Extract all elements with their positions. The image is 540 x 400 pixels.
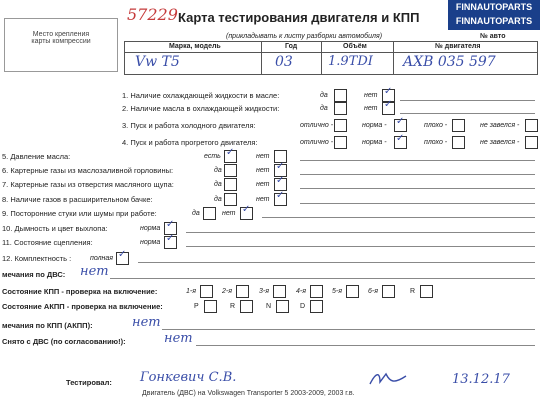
check-3-box4[interactable]: [525, 119, 538, 132]
check-2-opt1: да: [320, 105, 328, 112]
check-1-opt1: да: [320, 92, 328, 99]
item-6-mark: ✓: [276, 161, 285, 172]
check-4-opt2: норма -: [362, 139, 387, 146]
check-4-opt4: не завелся -: [480, 139, 520, 146]
item-10-opt1: норма: [140, 225, 161, 232]
item-9-opt2: нет: [222, 210, 236, 217]
gear-4-label: 4-я: [296, 288, 306, 295]
gear-3-box[interactable]: [273, 285, 286, 298]
check-1-label: 1. Наличие охлаждающей жидкости в масле:: [122, 91, 280, 100]
gear-1-box[interactable]: [200, 285, 213, 298]
gear-r-label: R: [410, 288, 416, 295]
mode-n-box[interactable]: [276, 300, 289, 313]
item-9-opt1: да: [192, 210, 200, 217]
watermark-stamp: [448, 0, 540, 30]
kpp-label: Состояние КПП - проверка на включение:: [2, 287, 158, 296]
check-3-box3[interactable]: [452, 119, 465, 132]
tester-name: Гонкевич С.В.: [140, 370, 237, 385]
item-10-mark: ✓: [166, 219, 175, 230]
mode-d-label: D: [300, 303, 306, 310]
dvs-remarks-label: мечания по ДВС:: [2, 270, 66, 279]
check-2-opt2: нет: [364, 105, 378, 112]
check-4-label: 4. Пуск и работа прогретого двигателя:: [122, 138, 258, 147]
stamp-line-2: FINNAUTOPARTS: [455, 16, 533, 26]
volume-value: 1.9TDI: [328, 54, 373, 69]
item-7-label: 7. Картерные газы из отверстия масляного щупа:: [2, 180, 174, 189]
check-2-label: 2. Наличие масла в охлаждающей жидкости:: [122, 104, 280, 113]
mode-n-label: N: [266, 303, 272, 310]
engine-value: AXB 035 597: [403, 54, 496, 70]
vehicle-table: [124, 41, 538, 75]
check-3-opt3: плохо -: [424, 122, 448, 129]
item-12-mark: ✓: [118, 249, 127, 260]
check-1-mark: ✓: [384, 86, 393, 97]
item-11-label: 11. Состояние сцепления:: [2, 238, 93, 247]
model-value: Vw T5: [135, 54, 180, 70]
akpp-label: Состояние АКПП - проверка на включение:: [2, 302, 163, 311]
check-4-opt1: отлично -: [300, 139, 334, 146]
item-5-mark: ✓: [226, 147, 235, 158]
item-6-box1[interactable]: [224, 164, 237, 177]
gear-4-box[interactable]: [310, 285, 323, 298]
item-6-opt2: нет: [256, 167, 270, 174]
item-7-opt2: нет: [256, 181, 270, 188]
col-volume-header: Объём: [343, 43, 367, 50]
gear-6-box[interactable]: [382, 285, 395, 298]
gear-5-box[interactable]: [346, 285, 359, 298]
removed-value: нет: [164, 331, 193, 346]
check-3-opt1: отлично -: [300, 122, 334, 129]
check-4-box1[interactable]: [334, 136, 347, 149]
item-9-mark: ✓: [242, 204, 251, 215]
item-12-label: 12. Комплектность :: [2, 254, 72, 263]
gear-5-label: 5-я: [332, 288, 342, 295]
gear-2-label: 2-я: [222, 288, 232, 295]
col-engine-header: № двигателя: [435, 43, 481, 50]
item-11-opt1: норма: [140, 239, 161, 246]
item-9-label: 9. Посторонние стуки или шумы при работе:: [2, 209, 157, 218]
tester-date: 13.12.17: [452, 372, 510, 387]
dvs-remarks-value: нет: [80, 264, 109, 279]
item-8-opt1: да: [214, 196, 222, 203]
photo-caption: Двигатель (ДВС) на Volkswagen Transporter 5 2003-2009, 2003 г.в.: [142, 390, 355, 397]
check-4-box3[interactable]: [452, 136, 465, 149]
year-value: 03: [275, 54, 293, 70]
check-2-mark: ✓: [384, 99, 393, 110]
tester-label: Тестировал:: [66, 378, 112, 387]
check-3-opt2: норма -: [362, 122, 387, 129]
check-3-box1[interactable]: [334, 119, 347, 132]
item-5-label: 5. Давление масла:: [2, 152, 71, 161]
check-4-box4[interactable]: [525, 136, 538, 149]
check-4-mark: ✓: [396, 133, 405, 144]
kpp-remarks-label: мечания по КПП (АКПП):: [2, 321, 93, 330]
item-9-box1[interactable]: [203, 207, 216, 220]
mode-r-label: R: [230, 303, 236, 310]
stamp-line-1: FINNAUTOPARTS: [455, 2, 533, 12]
item-11-mark: ✓: [166, 233, 175, 244]
item-5-opt2: нет: [256, 153, 270, 160]
gear-2-box[interactable]: [236, 285, 249, 298]
kpp-remarks-value: нет: [132, 315, 161, 330]
signature-icon: [368, 368, 408, 388]
item-8-box1[interactable]: [224, 193, 237, 206]
removed-label: Снято с ДВС (по согласованию!):: [2, 337, 126, 346]
subtitle: (прикладывать к листу разборки автомобиля): [226, 33, 383, 40]
mode-p-label: P: [194, 303, 199, 310]
mode-r-box[interactable]: [240, 300, 253, 313]
check-2-box1[interactable]: [334, 102, 347, 115]
item-8-opt2: нет: [256, 196, 270, 203]
item-12-opt1: полная: [90, 255, 114, 262]
page-title: Карта тестирования двигателя и КПП: [178, 10, 420, 25]
item-5-opt1: есть: [204, 153, 221, 160]
check-4-opt3: плохо -: [424, 139, 448, 146]
check-3-opt4: не завелся -: [480, 122, 520, 129]
mount-note: Место крепления карты компрессии: [31, 31, 91, 45]
col-model-header: Марка, модель: [169, 43, 221, 50]
check-3-mark: ✓: [396, 116, 405, 127]
gear-1-label: 1-я: [186, 288, 196, 295]
item-6-opt1: да: [214, 167, 222, 174]
mode-d-box[interactable]: [310, 300, 323, 313]
item-6-label: 6. Картерные газы из маслозаливной горловины:: [2, 166, 174, 175]
gear-6-label: 6-я: [368, 288, 378, 295]
mode-p-box[interactable]: [204, 300, 217, 313]
item-7-box1[interactable]: [224, 178, 237, 191]
form-number: 57229: [127, 5, 178, 24]
mount-note-box: [4, 18, 118, 72]
item-8-label: 8. Наличие газов в расширительном бачке:: [2, 195, 153, 204]
item-7-opt1: да: [214, 181, 222, 188]
item-7-mark: ✓: [276, 175, 285, 186]
item-8-mark: ✓: [276, 190, 285, 201]
check-3-label: 3. Пуск и работа холодного двигателя:: [122, 121, 256, 130]
gear-r-box[interactable]: [420, 285, 433, 298]
auto-number-label: № авто: [480, 33, 506, 40]
col-year-header: Год: [285, 43, 298, 50]
gear-3-label: 3-я: [259, 288, 269, 295]
check-1-box1[interactable]: [334, 89, 347, 102]
item-10-label: 10. Дымность и цвет выхлопа:: [2, 224, 108, 233]
check-1-opt2: нет: [364, 92, 378, 99]
